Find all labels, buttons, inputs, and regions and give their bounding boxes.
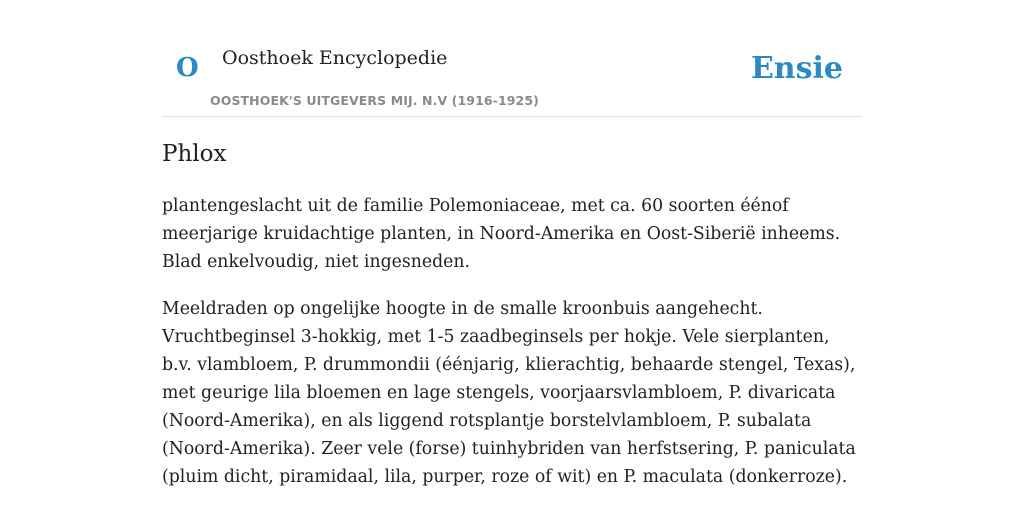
entry-paragraph: plantengeslacht uit de familie Polemoniaceae, met ca. 60 soorten éénof meerjarige kruidachtige planten, in Noord-Amerika en Oost-Siberië inheems. Blad enkelvoudig, niet ingesneden. <box>162 196 841 272</box>
encyclopedia-title[interactable]: Oosthoek Encyclopedie <box>222 47 448 69</box>
publisher-subtitle: OOSTHOEK'S UITGEVERS MIJ. N.V (1916-1925) <box>210 93 539 108</box>
entry-paragraph: Meeldraden op ongelijke hoogte in de smalle kroonbuis aangehecht. Vruchtbeginsel 3-hokkig, met 1-5 zaadbeginsels per hokje. Vele sierplanten, b.v. vlambloem, P. drummondii (éénjarig, klierachtig, behaarde stengel, Texas), met geurige lila bloemen en lage stengels, voorjaarsvlambloem, P. divaricata (Noord-Amerika), en als liggend rotsplantje borstelvlambloem, P. subalata (Noord-Amerika). Zeer vele (forse) tuinhybriden van herfstsering, P. paniculata (pluim dicht, piramidaal, lila, purper, roze of wit) en P. maculata (donkerroze). <box>162 299 856 487</box>
ensie-logo-link[interactable]: Ensie <box>750 51 843 86</box>
encyclopedia-logo[interactable]: O <box>176 53 199 83</box>
encyclopedia-card <box>162 0 862 487</box>
header <box>162 0 862 117</box>
entry-title: Phlox <box>162 141 227 167</box>
